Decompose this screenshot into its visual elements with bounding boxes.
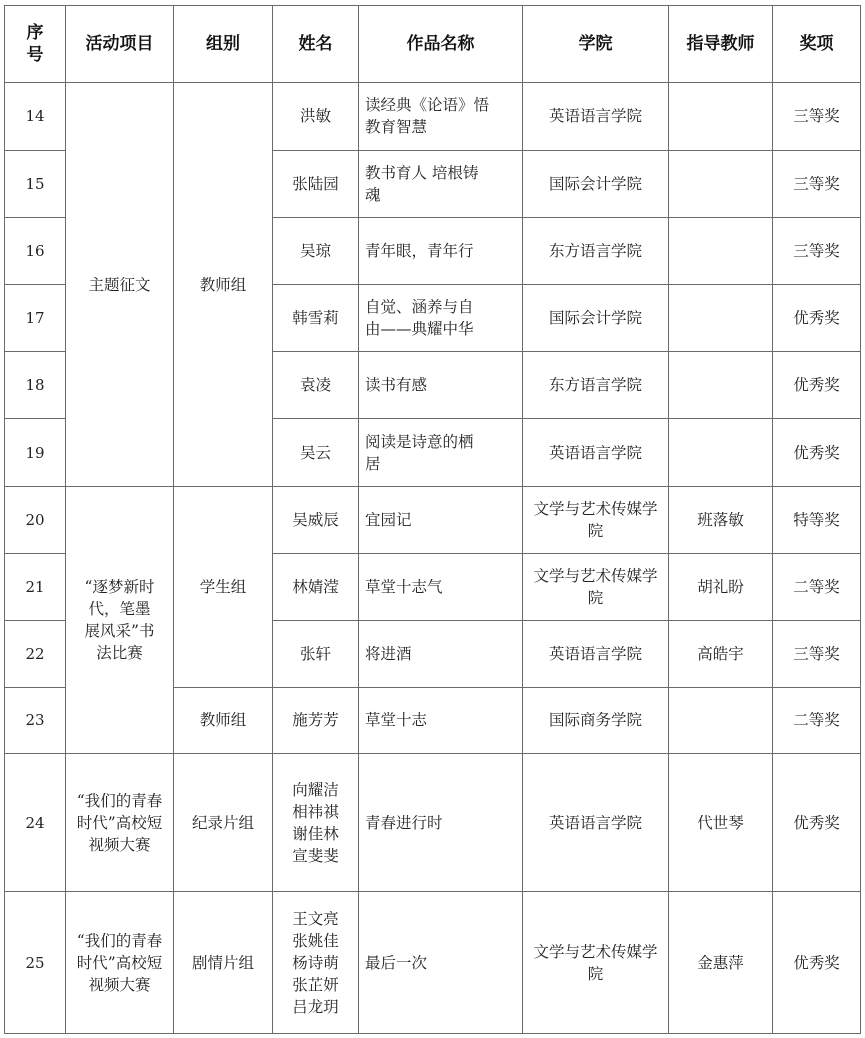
- award-cell: 优秀奖: [773, 419, 861, 487]
- advisor-cell: [669, 217, 773, 284]
- group-cell: 教师组: [174, 687, 273, 754]
- member-name: 宣斐斐: [292, 846, 339, 865]
- award-cell: 二等奖: [773, 553, 861, 620]
- advisor-cell: 班落敏: [669, 487, 773, 554]
- name-cell: [273, 892, 359, 1034]
- work-title-cell: 草堂十志: [359, 687, 523, 754]
- college-cell: 东方语言学院: [523, 217, 669, 284]
- serial-number: 15: [5, 150, 66, 217]
- award-cell: 二等奖: [773, 687, 861, 754]
- name-cell: 林婧滢: [273, 553, 359, 620]
- college-cell: 英语语言学院: [523, 83, 669, 151]
- table-row: [5, 754, 861, 892]
- college-cell: 文学与艺术传媒学院: [523, 487, 669, 554]
- award-cell: 优秀奖: [773, 284, 861, 352]
- advisor-cell: 金惠萍: [669, 892, 773, 1034]
- member-name: 向耀洁: [292, 780, 339, 799]
- header-activity: 活动项目: [66, 6, 174, 83]
- table-row: [5, 487, 861, 554]
- work-title-cell: 青春进行时: [359, 754, 523, 892]
- member-name: 张姚佳: [292, 931, 339, 950]
- work-title-cell: 读书有感: [359, 352, 523, 419]
- header-work-title: 作品名称: [359, 6, 523, 83]
- serial-number: 16: [5, 217, 66, 284]
- name-cell: 施芳芳: [273, 687, 359, 754]
- group-cell: 剧情片组: [174, 892, 273, 1034]
- name-cell: 吴云: [273, 419, 359, 487]
- college-cell: 文学与艺术传媒学院: [523, 892, 669, 1034]
- serial-number: 19: [5, 419, 66, 487]
- college-cell: 国际会计学院: [523, 150, 669, 217]
- advisor-cell: [669, 150, 773, 217]
- work-title-cell: 读经典《论语》悟教育智慧: [359, 83, 523, 151]
- award-cell: 三等奖: [773, 83, 861, 151]
- advisor-cell: 胡礼盼: [669, 553, 773, 620]
- name-cell: [273, 754, 359, 892]
- advisor-cell: [669, 419, 773, 487]
- activity-cell: “我们的青春时代”高校短视频大赛: [66, 892, 174, 1034]
- college-cell: 东方语言学院: [523, 352, 669, 419]
- award-cell: 三等奖: [773, 620, 861, 687]
- serial-number: 22: [5, 620, 66, 687]
- serial-number: 24: [5, 754, 66, 892]
- college-cell: 英语语言学院: [523, 419, 669, 487]
- member-list: [279, 779, 352, 867]
- group-cell: 学生组: [174, 487, 273, 687]
- advisor-cell: [669, 687, 773, 754]
- college-cell: 英语语言学院: [523, 754, 669, 892]
- member-name: 张芷妍: [292, 975, 339, 994]
- name-cell: 洪敏: [273, 83, 359, 151]
- work-title-cell: 青年眼，青年行: [359, 217, 523, 284]
- name-cell: 吴威辰: [273, 487, 359, 554]
- award-cell: 优秀奖: [773, 754, 861, 892]
- advisor-cell: [669, 83, 773, 151]
- header-row: [5, 6, 861, 83]
- member-name: 相祎祺: [292, 802, 339, 821]
- member-name: 杨诗萌: [292, 953, 339, 972]
- award-cell: 优秀奖: [773, 892, 861, 1034]
- work-title-cell: 阅读是诗意的栖居: [359, 419, 523, 487]
- activity-cell: “我们的青春时代”高校短视频大赛: [66, 754, 174, 892]
- advisor-cell: [669, 352, 773, 419]
- header-college: 学院: [523, 6, 669, 83]
- award-cell: 三等奖: [773, 150, 861, 217]
- table-row: [5, 892, 861, 1034]
- award-table: [4, 5, 861, 1034]
- name-cell: 吴琼: [273, 217, 359, 284]
- work-title-cell: 将进酒: [359, 620, 523, 687]
- serial-number: 14: [5, 83, 66, 151]
- name-cell: 张轩: [273, 620, 359, 687]
- advisor-cell: 高皓宇: [669, 620, 773, 687]
- member-name: 谢佳林: [292, 824, 339, 843]
- member-name: 吕龙玥: [292, 997, 339, 1016]
- member-list: [279, 908, 352, 1018]
- header-group: 组别: [174, 6, 273, 83]
- activity-cell: 主题征文: [66, 83, 174, 487]
- header-award: 奖项: [773, 6, 861, 83]
- work-title-cell: 宜园记: [359, 487, 523, 554]
- serial-number: 18: [5, 352, 66, 419]
- work-title-cell: 草堂十志气: [359, 553, 523, 620]
- work-title-cell: 教书育人 培根铸魂: [359, 150, 523, 217]
- group-cell: 纪录片组: [174, 754, 273, 892]
- header-advisor: 指导教师: [669, 6, 773, 83]
- serial-number: 17: [5, 284, 66, 352]
- member-name: 王文亮: [292, 909, 339, 928]
- name-cell: 韩雪莉: [273, 284, 359, 352]
- name-cell: 袁凌: [273, 352, 359, 419]
- award-cell: 优秀奖: [773, 352, 861, 419]
- name-cell: 张陆园: [273, 150, 359, 217]
- college-cell: 国际会计学院: [523, 284, 669, 352]
- header-serial-number: 序号: [5, 6, 66, 83]
- college-cell: 国际商务学院: [523, 687, 669, 754]
- activity-cell: “逐梦新时代，笔墨展风采”书法比赛: [66, 487, 174, 754]
- college-cell: 文学与艺术传媒学院: [523, 553, 669, 620]
- award-cell: 特等奖: [773, 487, 861, 554]
- serial-number: 25: [5, 892, 66, 1034]
- serial-number: 21: [5, 553, 66, 620]
- award-cell: 三等奖: [773, 217, 861, 284]
- work-title-cell: 自觉、涵养与自由——典耀中华: [359, 284, 523, 352]
- header-name: 姓名: [273, 6, 359, 83]
- table-row: [5, 83, 861, 151]
- serial-number: 23: [5, 687, 66, 754]
- advisor-cell: [669, 284, 773, 352]
- work-title-cell: 最后一次: [359, 892, 523, 1034]
- college-cell: 英语语言学院: [523, 620, 669, 687]
- group-cell: 教师组: [174, 83, 273, 487]
- advisor-cell: 代世琴: [669, 754, 773, 892]
- serial-number: 20: [5, 487, 66, 554]
